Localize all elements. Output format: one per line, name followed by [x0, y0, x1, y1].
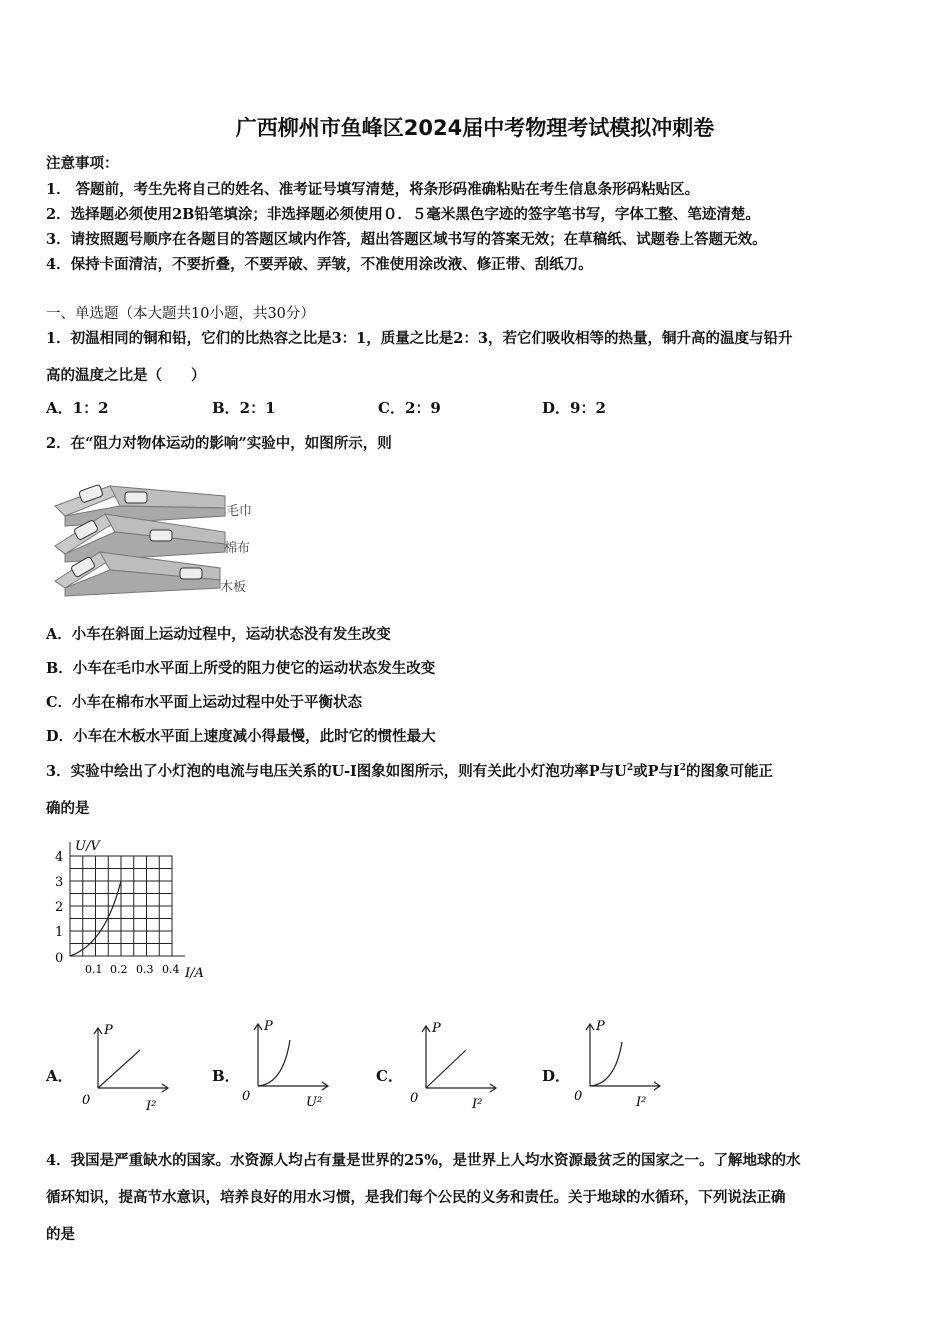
y-axis-label: U/V: [75, 839, 100, 854]
q3-option-d-letter: D．: [542, 1067, 571, 1085]
axis-p: P: [264, 1019, 273, 1034]
axis-p: P: [432, 1021, 441, 1036]
note-item: 1． 答题前，考生先将自己的姓名、准考证号填写清楚，将条形码准确粘贴在考生信息条形码粘贴区。: [46, 181, 700, 198]
q3-option-a-letter: A．: [46, 1067, 73, 1085]
origin: 0: [242, 1089, 251, 1104]
x-axis-label: I/A: [185, 966, 204, 981]
q3-stem-line2: 确的是: [46, 800, 90, 817]
label-wood: 木板: [220, 580, 247, 595]
y-tick: 2: [55, 900, 64, 915]
q3-option-b-graph: [238, 1014, 338, 1112]
note-item: 3．请按照题号顺序在各题目的答题区域内作答，超出答题区域书写的答案无效；在草稿纸、试题卷上答题无效。: [46, 231, 767, 248]
x-tick: 0.4: [162, 963, 180, 976]
label-towel: 毛巾: [226, 504, 253, 519]
origin: 0: [410, 1091, 419, 1106]
q2-option-b: B．小车在毛巾水平面上所受的阻力使它的运动状态发生改变: [46, 660, 436, 677]
q2-option-a: A．小车在斜面上运动过程中，运动状态没有发生改变: [46, 626, 391, 643]
q3-option-d-graph: [570, 1014, 670, 1112]
q3-option-c-letter: C．: [376, 1067, 403, 1085]
section-heading: 一、单选题（本大题共10小题，共30分）: [46, 306, 315, 322]
q1-option-d: D．9：2: [542, 399, 606, 417]
q3-ui-graph: [45, 834, 215, 982]
q1-stem-line1: 1．初温相同的铜和铅，它们的比热容之比是3：1，质量之比是2：3，若它们吸收相等的热量，铜升高的温度与铅升: [46, 330, 793, 347]
axis-p: P: [596, 1019, 605, 1034]
axis-x: U²: [306, 1095, 323, 1110]
q3-option-c-graph: [406, 1016, 506, 1114]
q4-stem-line1: 4．我国是严重缺水的国家。水资源人均占有量是世界的25%，是世界上人均水资源最贫乏的国家之一。了解地球的水: [46, 1152, 801, 1169]
q1-option-c: C．2：9: [378, 399, 441, 417]
q2-option-c: C．小车在棉布水平面上运动过程中处于平衡状态: [46, 694, 363, 711]
axis-x: I²: [472, 1097, 483, 1112]
label-cotton: 棉布: [224, 541, 251, 556]
origin: 0: [82, 1093, 91, 1108]
x-tick: 0.2: [110, 963, 128, 976]
y-tick: 0: [55, 951, 64, 966]
q4-stem-line3: 的是: [46, 1226, 75, 1243]
y-tick: 4: [55, 850, 64, 865]
origin: 0: [574, 1089, 583, 1104]
x-tick: 0.3: [136, 963, 154, 976]
note-item: 2．选择题必须使用2B铅笔填涂；非选择题必须使用０．５毫米黑色字迹的签字笔书写，字体工整、笔迹清楚。: [46, 206, 760, 223]
q4-stem-line2: 循环知识，提高节水意识，培养良好的用水习惯，是我们每个公民的义务和责任。关于地球的水循环，下列说法正确: [46, 1189, 786, 1206]
y-tick: 1: [55, 925, 64, 940]
q3-option-b-letter: B．: [212, 1067, 240, 1085]
q3-stem-line1: 3．实验中绘出了小灯泡的电流与电压关系的U-I图象如图所示，则有关此小灯泡功率P与$U^2$或P与$I^2$的图象可能正: [46, 763, 774, 780]
axis-x: I²: [146, 1099, 157, 1114]
q3-option-a-graph: [78, 1018, 178, 1116]
axis-p: P: [104, 1023, 113, 1038]
axis-x: I²: [636, 1095, 647, 1110]
q1-option-a: A．1：2: [46, 399, 109, 417]
q1-stem-line2: 高的温度之比是（ ）: [46, 367, 206, 384]
notes-heading: 注意事项：: [46, 155, 119, 172]
page-title: 广西柳州市鱼峰区2024届中考物理考试模拟冲刺卷: [235, 116, 715, 140]
q2-option-d: D．小车在木板水平面上速度减小得最慢，此时它的惯性最大: [46, 728, 436, 745]
note-item: 4．保持卡面清洁，不要折叠，不要弄破、弄皱，不准使用涂改液、修正带、刮纸刀。: [46, 256, 593, 273]
q2-stem: 2．在“阻力对物体运动的影响”实验中，如图所示，则: [46, 435, 392, 452]
x-tick: 0.1: [85, 963, 103, 976]
q1-option-b: B．2：1: [212, 399, 276, 417]
y-tick: 3: [55, 875, 64, 890]
